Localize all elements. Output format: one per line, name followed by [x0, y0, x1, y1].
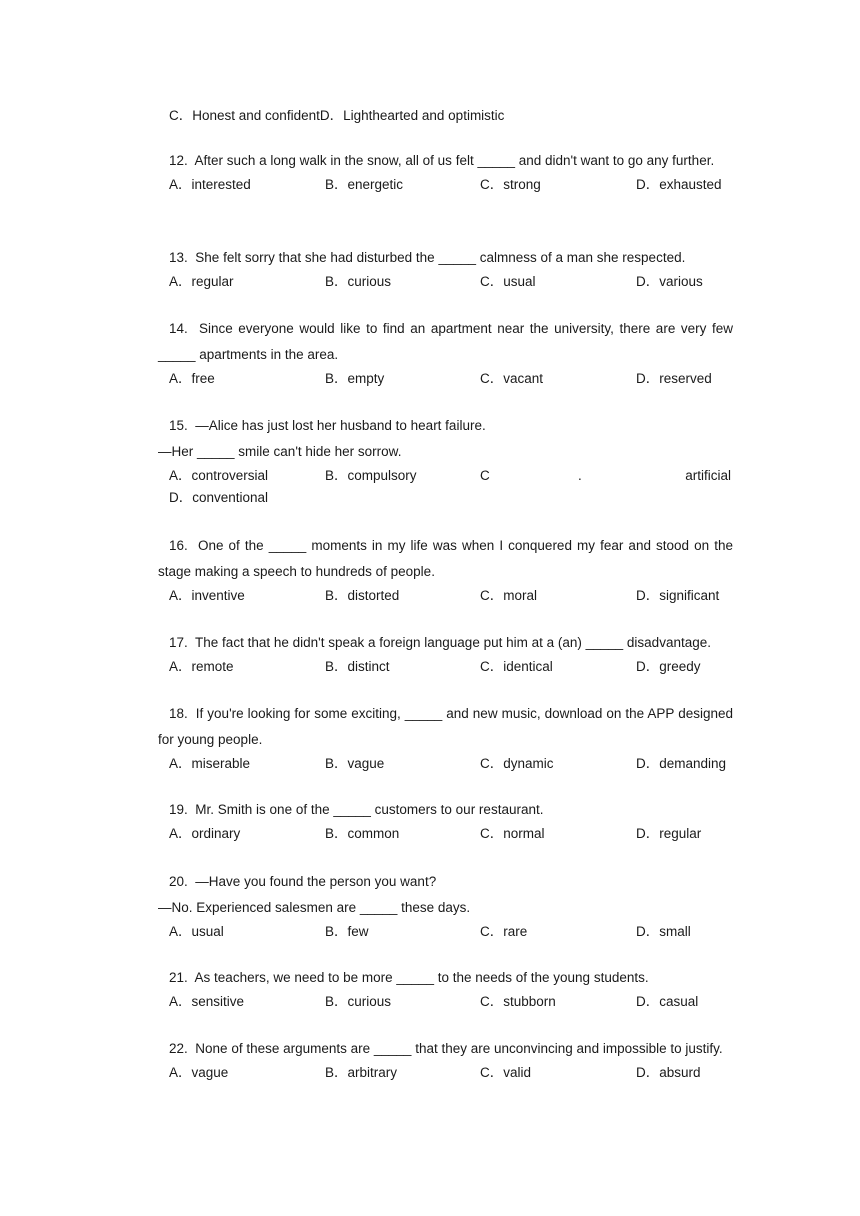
option-a[interactable]: A．miserable [169, 756, 251, 771]
options-row [158, 368, 733, 392]
option-d[interactable]: D．demanding [636, 756, 727, 771]
option-d[interactable]: D．reserved [636, 371, 712, 386]
option-d[interactable]: D．conventional [169, 490, 269, 505]
options-row [158, 174, 733, 198]
question-stem: As teachers, we need to be more _____ to the needs of the young students. [194, 970, 649, 985]
option-c[interactable]: C．identical [480, 659, 553, 674]
question-19 [158, 803, 733, 847]
question-stem: After such a long walk in the snow, all of us felt _____ and didn't want to go any further. [194, 153, 715, 168]
dialog-line-1: 15. —Alice has just lost her husband to heart failure. [169, 418, 486, 433]
question-12 [158, 154, 733, 198]
question-stem: If you're looking for some exciting, _____ and new music, download on the APP designed for young people. [158, 706, 733, 747]
option-b[interactable]: B．curious [325, 274, 392, 289]
option-c-letter[interactable]: C [480, 468, 490, 483]
dialog [158, 869, 733, 921]
option-b[interactable]: B．energetic [325, 177, 404, 192]
question-number: 21. [169, 970, 188, 985]
option-c[interactable]: C．strong [480, 177, 541, 192]
question-number: 17. [169, 635, 188, 650]
question-13 [158, 251, 733, 295]
option-a[interactable]: A．sensitive [169, 994, 245, 1009]
question-number: 15. [169, 418, 188, 433]
options-row-2 [158, 487, 733, 511]
options-row [158, 271, 733, 295]
option-d[interactable]: D．casual [636, 994, 699, 1009]
question-17 [158, 636, 733, 680]
question-18 [158, 707, 733, 777]
question-text [158, 316, 733, 368]
question-number: 19. [169, 802, 188, 817]
carryover-options: C．Honest and confidentD．Lighthearted and optimistic [169, 108, 505, 123]
question-21 [158, 971, 733, 1015]
option-a[interactable]: A．inventive [169, 588, 245, 603]
option-a[interactable]: A．interested [169, 177, 251, 192]
option-d[interactable]: D．small [636, 924, 691, 939]
question-stem: One of the _____ moments in my life was when I conquered my fear and stood on the stage making a speech to hundreds of people. [158, 538, 733, 579]
question-text [158, 533, 733, 585]
option-b[interactable]: B．common [325, 826, 400, 841]
option-b[interactable]: B．curious [325, 994, 392, 1009]
option-d[interactable]: D．exhausted [636, 177, 722, 192]
option-d[interactable]: D．various [636, 274, 703, 289]
dialog-line-2: —No. Experienced salesmen are _____ these days. [158, 900, 471, 915]
option-a[interactable]: A．free [169, 371, 215, 386]
option-b[interactable]: B．vague [325, 756, 385, 771]
question-22 [158, 1042, 733, 1086]
option-a[interactable]: A．remote [169, 659, 234, 674]
option-b[interactable]: B．empty [325, 371, 385, 386]
dialog-line-1: 20. —Have you found the person you want? [169, 874, 437, 889]
question-20 [158, 875, 733, 945]
question-stem: Mr. Smith is one of the _____ customers to our restaurant. [195, 802, 544, 817]
option-a[interactable]: A．regular [169, 274, 234, 289]
options-row [158, 753, 733, 777]
question-14 [158, 322, 733, 392]
option-b[interactable]: B．arbitrary [325, 1065, 398, 1080]
option-c[interactable]: C．moral [480, 588, 538, 603]
question-16 [158, 539, 733, 609]
option-c-dot: . [578, 468, 582, 483]
question-number: 20. [169, 874, 188, 889]
option-a[interactable]: A．controversial [169, 468, 269, 483]
options-row [158, 656, 733, 680]
option-c[interactable]: C．valid [480, 1065, 532, 1080]
option-c[interactable]: C．dynamic [480, 756, 554, 771]
option-c[interactable]: C．vacant [480, 371, 544, 386]
option-b[interactable]: B．few [325, 924, 369, 939]
option-d[interactable]: D．significant [636, 588, 720, 603]
option-d[interactable]: D．regular [636, 826, 702, 841]
option-a[interactable]: A．vague [169, 1065, 229, 1080]
option-b[interactable]: B．distinct [325, 659, 390, 674]
question-text [158, 245, 733, 271]
question-stem: None of these arguments are _____ that they are unconvincing and impossible to justify. [195, 1041, 723, 1056]
question-number: 16. [169, 538, 188, 553]
option-c[interactable]: C．stubborn [480, 994, 556, 1009]
question-number: 14. [169, 321, 188, 336]
options-row [158, 991, 733, 1015]
question-text [158, 701, 733, 753]
question-text [158, 965, 733, 991]
options-row [158, 465, 733, 489]
question-text [158, 797, 733, 823]
option-c[interactable]: C．usual [480, 274, 536, 289]
options-row [158, 1062, 733, 1086]
question-text [158, 148, 733, 174]
option-c-text[interactable]: artificial [685, 468, 731, 483]
dialog-line-2: —Her _____ smile can't hide her sorrow. [158, 444, 402, 459]
option-b[interactable]: B．distorted [325, 588, 400, 603]
option-a[interactable]: A．ordinary [169, 826, 241, 841]
options-row [158, 921, 733, 945]
question-stem: She felt sorry that she had disturbed the _____ calmness of a man she respected. [195, 250, 686, 265]
question-number: 12. [169, 153, 188, 168]
option-c[interactable]: C．rare [480, 924, 528, 939]
question-number: 13. [169, 250, 188, 265]
option-c[interactable]: C．normal [480, 826, 545, 841]
question-text [158, 630, 733, 656]
dialog [158, 413, 733, 465]
question-15 [158, 419, 733, 511]
option-a[interactable]: A．usual [169, 924, 224, 939]
question-stem: Since everyone would like to find an apartment near the university, there are very few _____ apartments in the area. [158, 321, 733, 362]
option-d[interactable]: D．greedy [636, 659, 701, 674]
options-row [158, 585, 733, 609]
option-d[interactable]: D．absurd [636, 1065, 701, 1080]
question-number: 18. [169, 706, 188, 721]
options-row [158, 823, 733, 847]
option-b[interactable]: B．compulsory [325, 468, 417, 483]
question-number: 22. [169, 1041, 188, 1056]
question-text [158, 1036, 733, 1062]
question-stem: The fact that he didn't speak a foreign language put him at a (an) _____ disadvantage. [195, 635, 711, 650]
